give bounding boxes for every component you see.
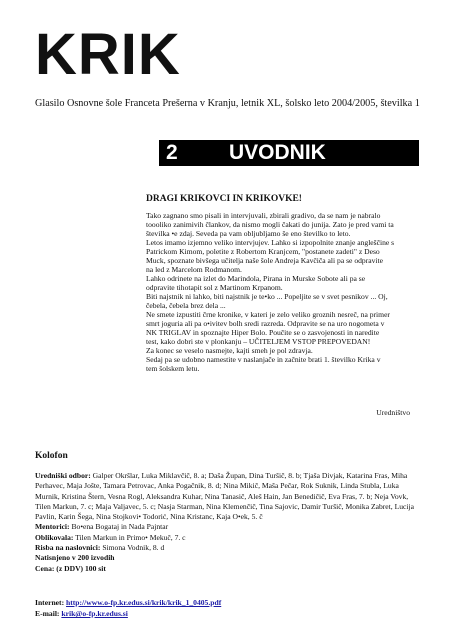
article-line: Ne smete izpustiti črne kronike, v kateri je zelo veliko groznih nesreč, na primer (146, 310, 390, 319)
article-line: številka •e zdaj. Seveda pa vam obljubljamo še eno številko to leto. (146, 229, 351, 238)
article-line: test, kako dobri ste v plonkanju – UČITELJEM VSTOP PREPOVEDAN! (146, 337, 371, 346)
design-label: Oblikovala: (35, 532, 74, 542)
internet-line (35, 597, 221, 608)
print-run: Natisnjeno v 200 izvodih (35, 553, 115, 563)
article-line: Biti najstnik ni lahko, biti najstnik je te•ko ... Popeljite se v svet pesnikov ... Oj, (146, 292, 388, 301)
cover-art-author: Simona Vodnik, 8. d (100, 543, 165, 553)
article-line: Letos imamo izjemno veliko intervjujev. Lahko si izpopolnite znanje angleščine s (146, 238, 395, 247)
links-block (35, 597, 221, 619)
mentors-names: Bo•ena Bogataj in Nada Pajntar (69, 522, 169, 532)
article-line: NK TRIGLAV in spoznajte Hiper Bolo. Poučite se o zasvojenosti in naredite (146, 328, 380, 337)
article-body (146, 211, 411, 373)
email-label: E-mail: (35, 609, 60, 618)
price: Cena: (z DDV) 100 sit (35, 563, 106, 573)
section-title: UVODNIK (229, 141, 326, 164)
article-line: Sedaj pa se udobno namestite v naslanjače in začnite brati 1. številko Krika v (146, 355, 381, 364)
email-link[interactable]: krik@o-fp.kr.edus.si (61, 609, 128, 618)
section-banner (159, 140, 419, 166)
article-line: čebela, čebela brez dela ... (146, 301, 226, 310)
kolofon-title: Kolofon (35, 451, 68, 461)
cover-art-label: Risba na naslovnici: (35, 543, 101, 553)
section-number: 2 (166, 141, 178, 164)
design (35, 533, 420, 543)
masthead-title: KRIK (35, 22, 181, 87)
editorial-board-label: Uredniški odbor: (35, 471, 91, 480)
article-signature: Uredništvo (376, 408, 410, 417)
article-line: toooliko zanimivih člankov, da nismo mogli čakati do junija. Zato je pred vami ta (146, 220, 394, 229)
mentors (35, 522, 420, 532)
article-title: DRAGI KRIKOVCI IN KRIKOVKE! (146, 194, 302, 204)
publication-subtitle: Glasilo Osnovne šole Franceta Prešerna v Kranju, letnik XL, šolsko leto 2004/2005, številka 1 (35, 98, 420, 109)
mentors-label: Mentorici: (35, 522, 70, 532)
article-line: Patrickom Kimom, poletite z Robertom Kranjcem, "postanete zadeti" z Deso (146, 247, 380, 256)
internet-label: Internet: (35, 598, 65, 607)
internet-link[interactable]: http://www.o-fp.kr.edus.si/krik/krik_1_0405.pdf (66, 598, 222, 607)
editorial-board-members: Galper Okršlar, Luka Miklavčič, 8. a; Daša Župan, Dina Turšič, 8. b; Tjaša Divjak, Katarina Fras, Miha Perhavec, Maja Jošte, Tamara Petrovac, Anka Pogačnik, 8. d; Nina Mikič, Maša Pečar, Rok Suknik, Linda Stubla, Luka Murnik, Kristina Štern, Vesna Rogl, Aleksandra Kuhar, Nina Tanasič, Aleš Hain, Jan Benedičič, Eva Fras, 7. b; Neja Vovk, Tilen Markun, 7. c; Maja Valjavec, 5. c; Nasja Starman, Nina Klemenčič, Tina Sajovic, Damir Turšič, Monika Zabret, Lucija Pavlin, Karin Šega, Nina Stojkovi• Todorić, Nina Kristanc, Kaja O•ek, 5. č (35, 471, 414, 522)
article-line: odpravite tihotapit sol z Martinom Krpanom. (146, 283, 283, 292)
email-line (35, 608, 221, 619)
design-names: Tilen Markun in Primo• Mekuč, 7. c (73, 532, 186, 542)
article-line: na led z Marcelom Rodmanom. (146, 265, 242, 274)
article-line: tem šolskem letu. (146, 364, 200, 373)
editorial-board (35, 471, 420, 522)
article-line: Tako zagnano smo pisali in intervjuvali, zbirali gradivo, da se nam je nabralo (146, 211, 381, 220)
cover-art (35, 543, 420, 553)
article-line: smrt joguria ali pa o•ivitev bolh sredi razreda. Odpravite se na uro nogometa v (146, 319, 385, 328)
article-line: Muck, spoznate bivšega učitelja naše šole Andreja Kavčiča ali pa se odpravite (146, 256, 384, 265)
article-line: Za konec se veselo nasmejte, kajti smeh je pol zdravja. (146, 346, 313, 355)
kolofon-body (35, 471, 420, 574)
article-line: Lahko odrinete na izlet do Marindola, Pirana in Murske Sobote ali pa se (146, 274, 366, 283)
